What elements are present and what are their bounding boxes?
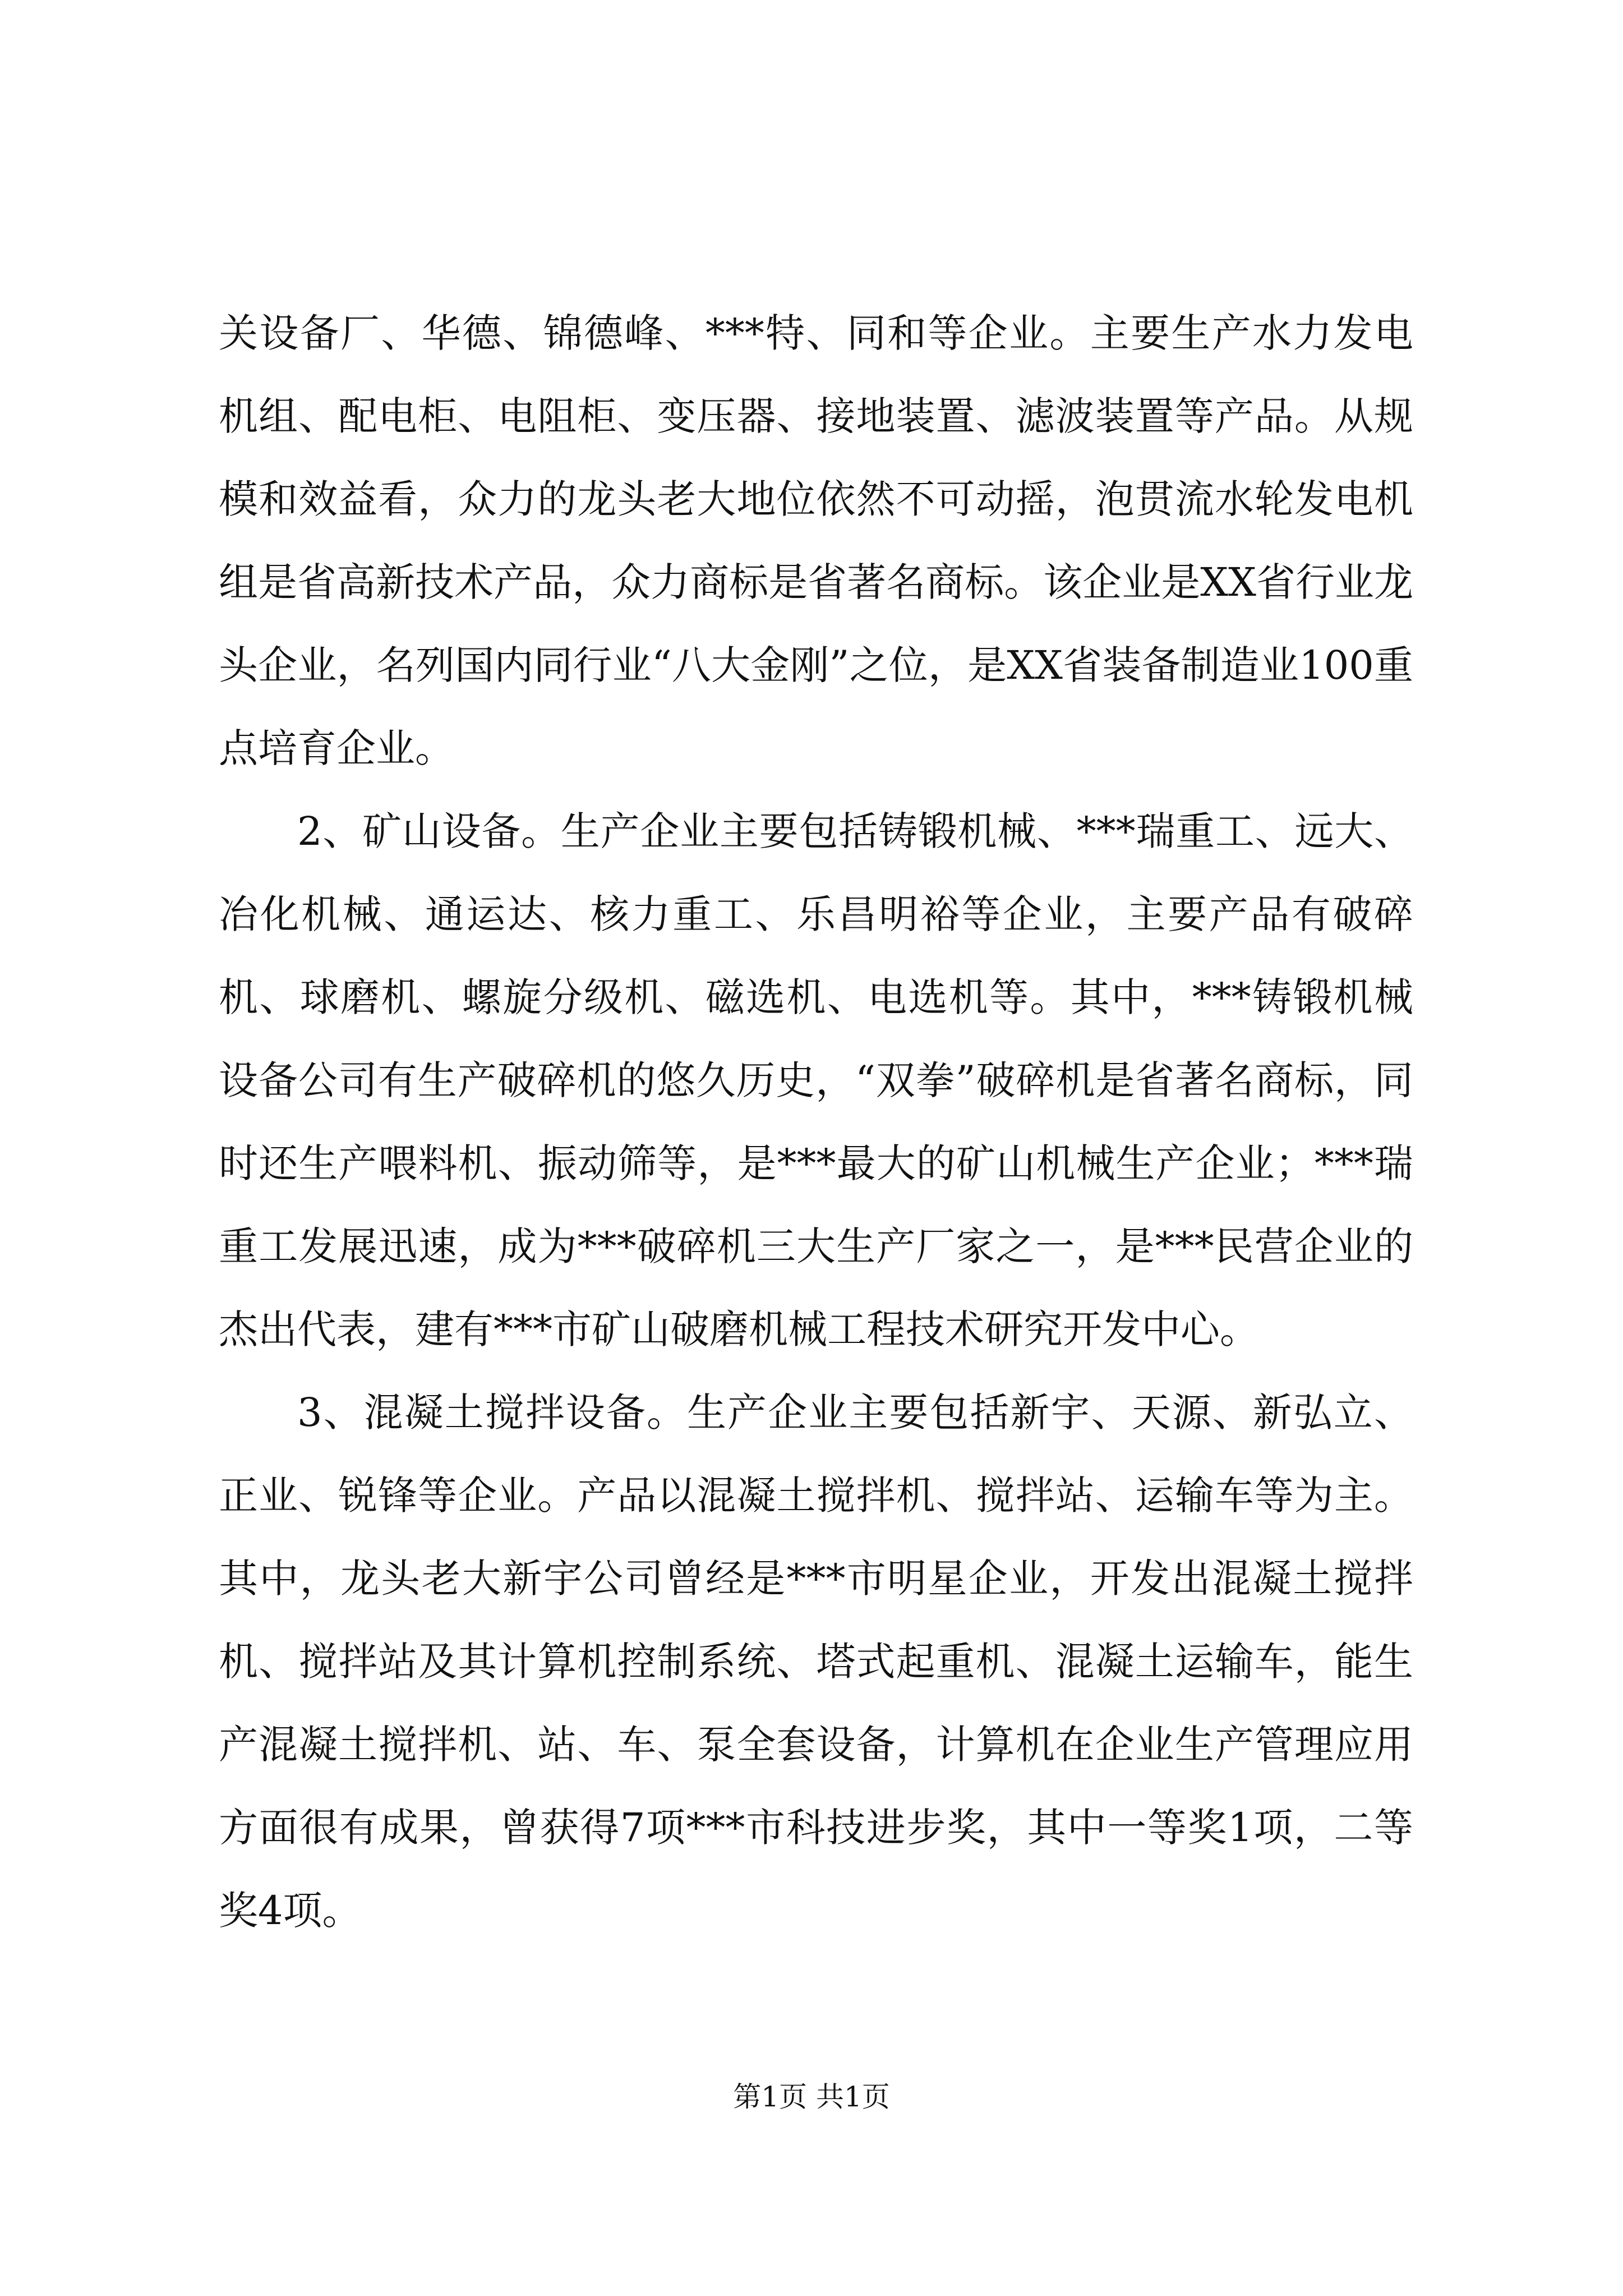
paragraph-1: 关设备厂、华德、锦德峰、***特、同和等企业。主要生产水力发电机组、配电柜、电阻柜、变压器、接地装置、滤波装置等产品。从规模和效益看，众力的龙头老大地位依然不可动摇，泡贯流水轮发电机组是省高新技术产品，众力商标是省著名商标。该企业是XX省行业龙头企业，名列国内同行业“八大金刚”之位，是XX省装备制造业100重点培育企业。 <box>219 310 1413 771</box>
document-body <box>219 292 1413 1952</box>
paragraph-3: 3、混凝土搅拌设备。生产企业主要包括新宇、天源、新弘立、正业、锐锋等企业。产品以混凝土搅拌机、搅拌站、运输车等为主。其中，龙头老大新宇公司曾经是***市明星企业，开发出混凝土搅拌机、搅拌站及其计算机控制系统、塔式起重机、混凝土运输车，能生产混凝土搅拌机、站、车、泵全套设备，计算机在企业生产管理应用方面很有成果，曾获得7项***市科技进步奖，其中一等奖1项，二等奖4项。 <box>219 1389 1413 1934</box>
page-footer: 第1页 共1页 <box>733 2081 890 2113</box>
paragraph-2: 2、矿山设备。生产企业主要包括铸锻机械、***瑞重工、远大、冶化机械、通运达、核力重工、乐昌明裕等企业，主要产品有破碎机、球磨机、螺旋分级机、磁选机、电选机等。其中，***铸锻机械设备公司有生产破碎机的悠久历史，“双拳”破碎机是省著名商标，同时还生产喂料机、振动筛等，是***最大的矿山机械生产企业；***瑞重工发展迅速，成为***破碎机三大生产厂家之一，是***民营企业的杰出代表，建有***市矿山破磨机械工程技术研究开发中心。 <box>219 808 1413 1352</box>
